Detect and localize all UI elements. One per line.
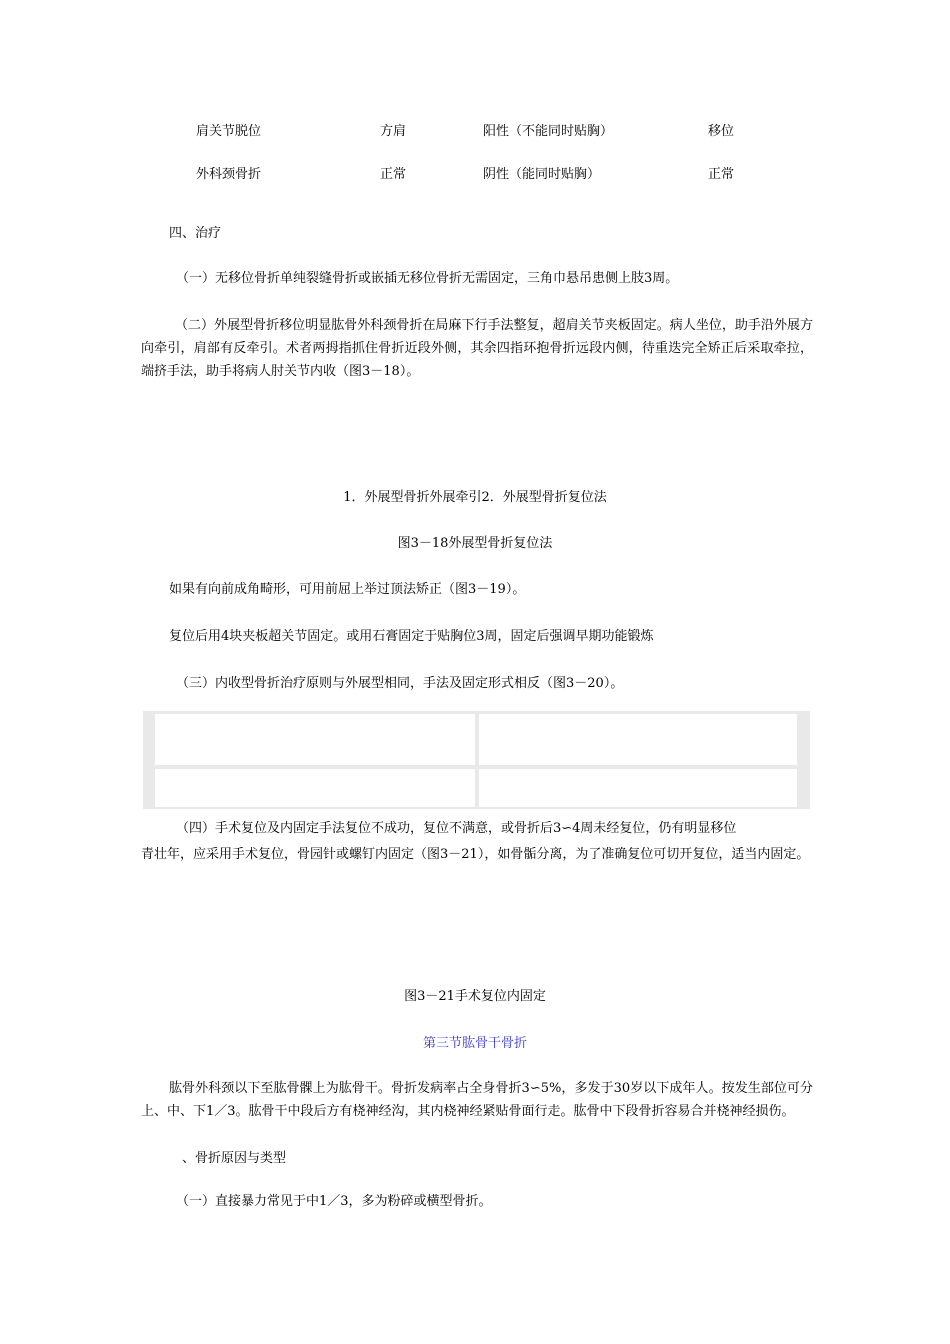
- paragraph: 复位后用4块夹板超关节固定。或用石膏固定于贴胸位3周，固定后强调早期功能锻炼: [169, 629, 654, 644]
- figure-panel: [479, 714, 797, 765]
- table-cell: 阳性（不能同时贴胸）: [483, 124, 614, 139]
- table-cell: 方肩: [380, 124, 407, 139]
- figure-caption: 图3－18外展型骨折复位法: [397, 536, 553, 551]
- section-heading: 四、治疗: [169, 226, 222, 241]
- section-title[interactable]: 第三节肱骨干骨折: [422, 1036, 527, 1051]
- paragraph: （二）外展型骨折移位明显肱骨外科颈骨折在局麻下行手法整复，超肩关节夹板固定。病人坐位，助手沿外展方向牵引，肩部有反牵引。术者两拇指抓住骨折近段外侧，其余四指环抱骨折远段内侧，待重迭完全矫正后采取牵拉，端挤手法，助手将病人肘关节内收（图3－18）。: [141, 318, 813, 379]
- table-cell: 阴性（能同时贴胸）: [483, 167, 601, 182]
- paragraph: 肱骨外科颈以下至肱骨髁上为肱骨干。骨折发病率占全身骨折3∽5%，多发于30岁以下成年人。按发生部位可分上、中、下1／3。肱骨干中段后方有桡神经沟，其内桡神经紧贴骨面行走。肱骨中下段骨折容易合并桡神经损伤。: [141, 1081, 813, 1119]
- paragraph: （一）无移位骨折单纯裂缝骨折或嵌插无移位骨折无需固定，三角巾悬吊患侧上肢3周。: [176, 271, 679, 286]
- paragraph: （四）手术复位及内固定手法复位不成功，复位不满意，或骨折后3∽4周未经复位，仍有明显移位: [176, 821, 737, 836]
- figure-panel: [479, 769, 797, 807]
- figure-subcaption: 1．外展型骨折外展牵引2．外展型骨折复位法: [343, 490, 607, 505]
- table-cell: 移位: [708, 124, 735, 139]
- figure-image-frame: [143, 711, 810, 809]
- figure-caption: 图3－21手术复位内固定: [404, 989, 546, 1004]
- paragraph: （三）内收型骨折治疗原则与外展型相同，手法及固定形式相反（图3－20）。: [176, 676, 624, 691]
- table-cell: 肩关节脱位: [196, 124, 262, 139]
- paragraph: （一）直接暴力常见于中1／3，多为粉碎或横型骨折。: [176, 1194, 492, 1209]
- paragraph: 如果有向前成角畸形，可用前屈上举过顶法矫正（图3－19）。: [169, 582, 526, 597]
- table-cell: 正常: [708, 167, 735, 182]
- table-cell: 正常: [380, 167, 407, 182]
- paragraph: 青壮年，应采用手术复位，骨园针或螺钉内固定（图3－21），如骨骺分离，为了准确复位可切开复位，适当内固定。: [141, 847, 810, 862]
- figure-panel: [155, 769, 475, 807]
- figure-panel: [155, 714, 475, 765]
- table-cell: 外科颈骨折: [196, 167, 262, 182]
- subsection-heading: 、骨折原因与类型: [182, 1151, 287, 1166]
